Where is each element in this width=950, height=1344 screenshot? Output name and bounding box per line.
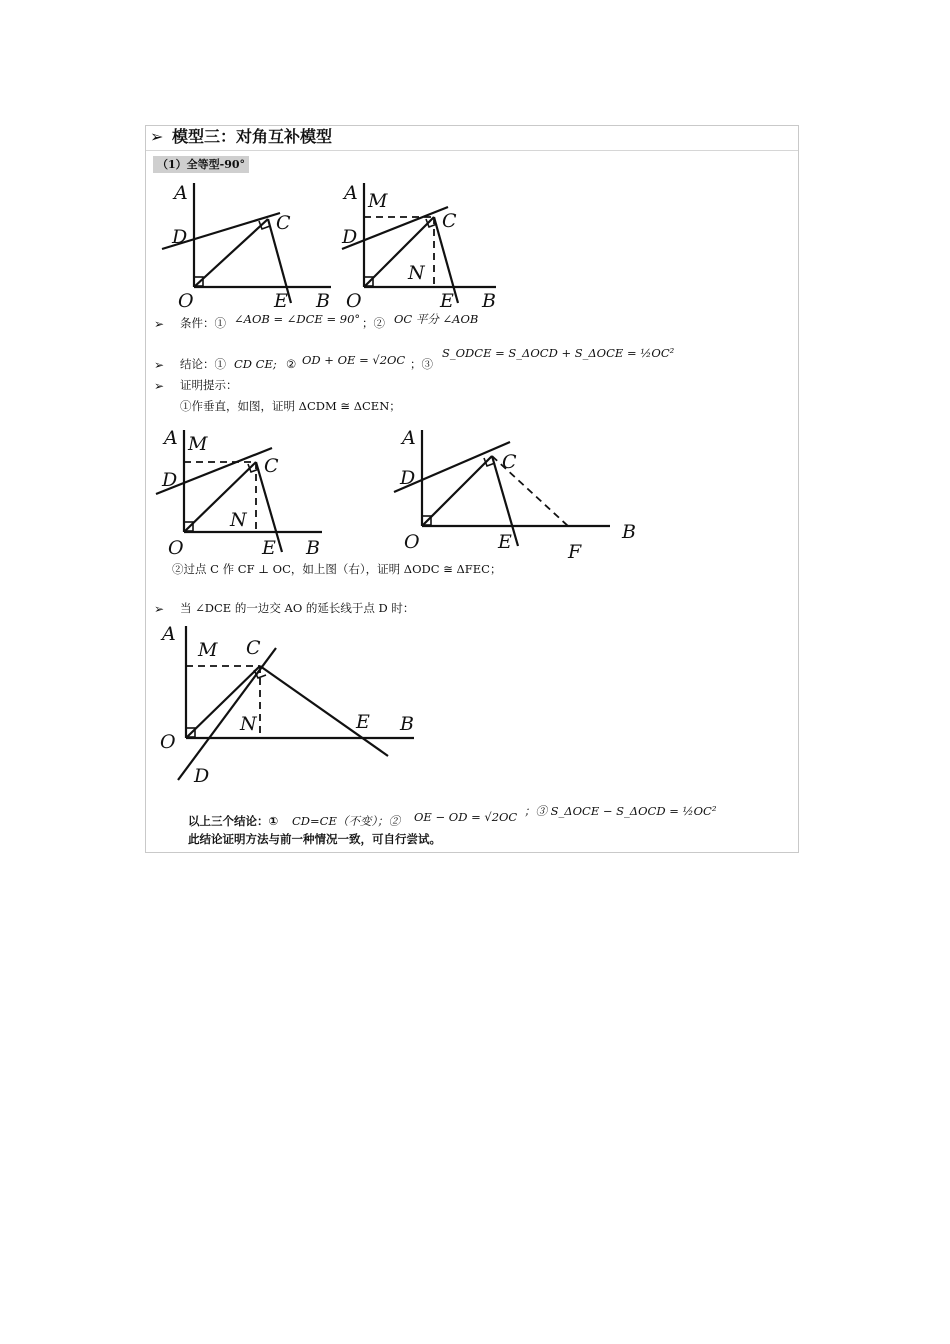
fig3-label-O: O xyxy=(168,537,184,559)
conditions-label: 条件：① xyxy=(180,316,226,330)
figure-1 xyxy=(156,181,336,311)
summary-expr1: CD=CE（不变）；② xyxy=(292,814,401,828)
figure-5 xyxy=(156,620,426,790)
fig1-label-B: B xyxy=(316,290,330,312)
fig5-label-E: E xyxy=(356,711,370,733)
title-bar xyxy=(146,126,798,151)
summary-label: 以上三个结论：① xyxy=(188,814,279,828)
fig5-label-A: A xyxy=(162,623,176,645)
fig4-label-E: E xyxy=(498,531,512,553)
fig5-label-C: C xyxy=(246,637,261,659)
fig3-label-M: M xyxy=(188,433,208,455)
conclusions-end: ；③ xyxy=(410,357,433,371)
fig5-label-B: B xyxy=(400,713,414,735)
fig3-label-A: A xyxy=(164,427,178,449)
fig1-label-A: A xyxy=(174,182,188,204)
fig1-label-C: C xyxy=(276,212,291,234)
fig4-label-F: F xyxy=(568,541,582,563)
fig3-label-E: E xyxy=(262,537,276,559)
fig5-label-M: M xyxy=(198,639,218,661)
fig5-label-N: N xyxy=(240,713,257,735)
fig3-label-N: N xyxy=(230,509,247,531)
conclusions-expr1: CD CE; xyxy=(234,357,277,371)
fig3-label-C: C xyxy=(264,455,279,477)
title-arrow: ➢ xyxy=(150,127,164,146)
conditions-arrow: ➢ xyxy=(154,317,165,331)
fig2-label-D: D xyxy=(342,226,358,248)
section-badge: （1）全等型-90° xyxy=(153,156,249,173)
model-panel xyxy=(145,125,799,853)
fig4-label-O: O xyxy=(404,531,420,553)
fig2-label-M: M xyxy=(368,190,388,212)
page-title: 模型三：对角互补模型 xyxy=(172,127,333,146)
figure-3 xyxy=(154,422,334,562)
conclusions-expr2: OD + OE = √2OC xyxy=(302,353,406,367)
conclusions-arrow: ➢ xyxy=(154,358,165,372)
fig4-label-D: D xyxy=(400,467,416,489)
fig5-label-D: D xyxy=(194,765,210,787)
fig3-label-D: D xyxy=(162,469,178,491)
figure-2 xyxy=(336,181,516,311)
fig5-label-O: O xyxy=(160,731,176,753)
proof-hint-1: ①作垂直，如图，证明 ΔCDM ≅ ΔCEN； xyxy=(180,399,401,413)
conclusions-expr3: S_ODCE = S_ΔOCD + S_ΔOCE = ½OC² xyxy=(442,346,675,360)
summary-expr2: OE − OD = √2OC xyxy=(414,810,518,824)
conclusions-mid: ② xyxy=(286,357,297,371)
conditions-expr1: ∠AOB = ∠DCE = 90° xyxy=(234,312,361,326)
fig4-label-B: B xyxy=(622,521,636,543)
summary-expr3: ；③ S_ΔOCE − S_ΔOCD = ½OC² xyxy=(524,804,717,818)
extension-text: 当 ∠DCE 的一边交 AO 的延长线于点 D 时： xyxy=(180,601,415,615)
conditions-sep: ；② xyxy=(362,316,385,330)
fig3-label-B: B xyxy=(306,537,320,559)
fig2-label-E: E xyxy=(440,290,454,312)
proof-label: 证明提示： xyxy=(180,378,238,392)
fig4-label-A: A xyxy=(402,427,416,449)
fig1-label-E: E xyxy=(274,290,288,312)
figure-4 xyxy=(392,422,642,562)
fig4-label-C: C xyxy=(502,451,517,473)
proof-hint-2: ②过点 C 作 CF ⊥ OC，如上图（右），证明 ΔODC ≅ ΔFEC； xyxy=(172,562,502,576)
fig2-label-O: O xyxy=(346,290,362,312)
fig1-label-D: D xyxy=(172,226,188,248)
fig2-label-C: C xyxy=(442,210,457,232)
fig2-label-B: B xyxy=(482,290,496,312)
extension-arrow: ➢ xyxy=(154,602,165,616)
proof-arrow: ➢ xyxy=(154,379,165,393)
conclusions-label: 结论：① xyxy=(180,357,226,371)
conditions-expr2: OC 平分 ∠AOB xyxy=(394,312,479,326)
fig2-label-N: N xyxy=(408,262,425,284)
fig1-label-O: O xyxy=(178,290,194,312)
summary-line-2: 此结论证明方法与前一种情况一致，可自行尝试。 xyxy=(188,832,441,846)
fig2-label-A: A xyxy=(344,182,358,204)
